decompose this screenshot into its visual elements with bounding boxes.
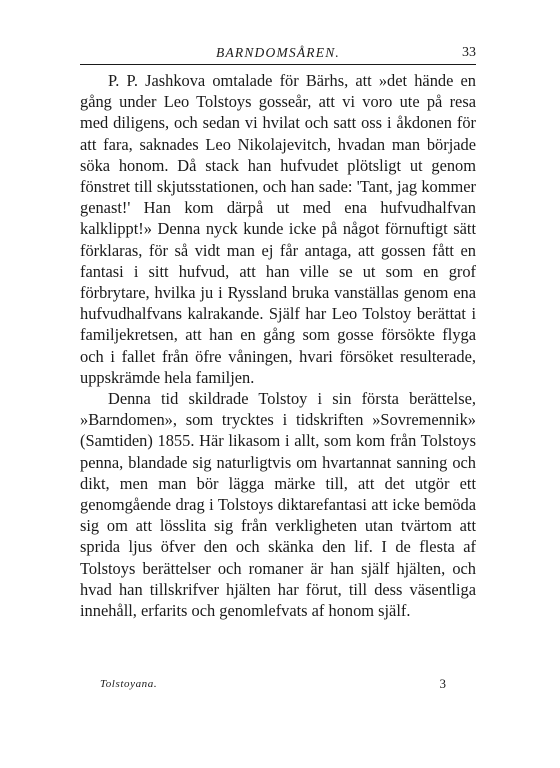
paragraph: P. P. Jashkova omtalade för Bärhs, att »det hände en gång under Leo Tolstoys gosseår, att vi voro ute på resa med diligens, och sedan vi hvilat och satt oss i åkdonen för att fara, saknades Leo Nikolajevitch, hvadan man började söka honom. Då stack han hufvudet plötsligt ut genom fönstret till skjutsstationen, och han sade: 'Tant, jag kommer genast!' Han kom därpå ut med ena hufvudhalfvan kalklippt!» Denna nyck kunde icke på något förnuftigt sätt förklaras, för så vidt man ej får antaga, att gossen fått en fantasi i sitt hufvud, att han ville se ut som en grof förbrytare, hvilka ju i Ryssland bruka vanställas genom ena hufvudhalfvans kalrakande. Själf har Leo Tolstoy berättat i familjekretsen, att han en gång som gosse försökte flyga och i fallet från öfre våningen, hvari försöket resulterade, uppskrämde hela familjen. (80, 71, 476, 387)
page-footer (80, 676, 476, 694)
body-text (80, 70, 476, 621)
signature-number: 3 (439, 676, 446, 691)
paragraph: Denna tid skildrade Tolstoy i sin första berättelse, »Barndomen», som trycktes i tidskriften »Sovremennik» (Samtiden) 1855. Här likasom i allt, som kom från Tolstoys penna, blandade sig naturligtvis om hvartannat sanning och dikt, men man bör lägga märke till, att det utgör ett genomgående drag i Tolstoys diktarefantasi att icke bemöda sig om att lösslita sig från verkligheten utan tvärtom att sprida ljus öfver den och skänka den lif. I de flesta af Tolstoys berättelser och romaner är han själf hjälten, och hvad han tillskrifver hjälten har förut, till dess väsentliga innehåll, erfarits och genomlefvats af honom själf. (80, 389, 476, 621)
running-head (80, 44, 476, 66)
header-rule (80, 64, 476, 65)
printer-signature: Tolstoyana. (100, 678, 158, 690)
running-title: BARNDOMSÅREN. (216, 45, 340, 60)
page-number: 33 (462, 45, 476, 60)
